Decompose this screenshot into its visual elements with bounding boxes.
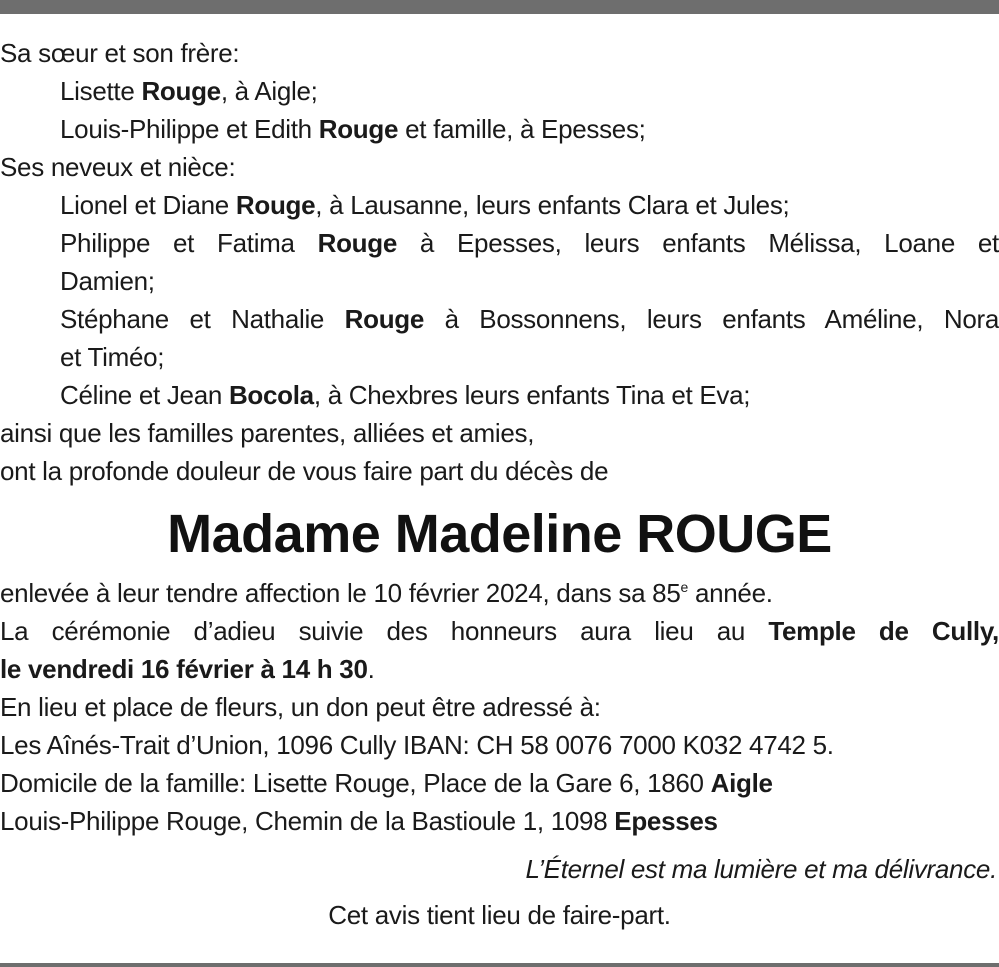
sister-first-name: Lisette [60,76,142,106]
brother-entry [0,110,999,148]
announce-line: ont la profonde douleur de vous faire part du décès de [0,456,609,486]
scripture-quote: L’Éternel est ma lumière et ma délivrance. [525,854,997,884]
ceremony-line [0,612,999,650]
nephew-entry-1 [0,186,999,224]
nephew-entry-2-cont: Damien; [60,266,155,296]
sister-last-name: Rouge [141,76,221,106]
sister-brother-heading: Sa sœur et son frère: [0,38,240,68]
brother-location: et famille, à Epesses; [398,114,646,144]
top-rule [0,0,999,14]
nephew-entry-2 [0,224,999,262]
ceremony-text: La cérémonie d’adieu suivie des honneurs aura lieu au [0,616,769,646]
donation-details: Les Aînés-Trait d’Union, 1096 Cully IBAN: CH 58 0076 7000 K032 4742 5. [0,730,834,760]
passing-text-end: année. [688,578,773,608]
domicile-address: Louis-Philippe Rouge, Chemin de la Bastioule 1, 1098 [0,806,615,836]
domicile-line-1 [0,764,999,802]
nephew-first-names: Lionel et Diane [60,190,236,220]
nephew-first-names: Céline et Jean [60,380,229,410]
nephew-last-name: Bocola [228,380,314,410]
ordinal-suffix: e [680,579,689,595]
families-line: ainsi que les familles parentes, alliées et amies, [0,418,535,448]
passing-text: enlevée à leur tendre affection le 10 février 2024, dans sa 85 [0,578,681,608]
nephew-details: à Epesses, leurs enfants Mélissa, Loane et [397,228,999,258]
nephew-entry-4 [0,376,999,414]
nephew-details: , à Lausanne, leurs enfants Clara et Jules; [315,190,790,220]
sister-location: , à Aigle; [220,76,318,106]
closing-note: Cet avis tient lieu de faire-part. [328,900,671,930]
donation-line: En lieu et place de fleurs, un don peut être adressé à: [0,692,601,722]
nephew-details: , à Chexbres leurs enfants Tina et Eva; [313,380,751,410]
ceremony-date: le vendredi 16 février à 14 h 30 [0,654,368,684]
nephew-first-names: Philippe et Fatima [60,228,318,258]
nephew-last-name: Rouge [344,304,425,334]
ceremony-end: . [367,654,375,684]
sister-entry [0,72,999,110]
nephew-details: à Bossonnens, leurs enfants Améline, Nora [424,304,999,334]
domicile-town: Epesses [614,806,718,836]
passing-line [0,574,999,612]
bottom-rule [0,963,999,967]
obituary-notice [0,34,999,934]
nephew-entry-3-cont: et Timéo; [60,342,165,372]
ceremony-place: Temple de Cully, [768,616,999,646]
nephew-last-name: Rouge [317,228,397,258]
nephew-last-name: Rouge [235,190,316,220]
brother-last-name: Rouge [318,114,399,144]
domicile-town: Aigle [710,768,773,798]
deceased-name: Madame Madeline ROUGE [167,504,832,564]
nephew-entry-3 [0,300,999,338]
nephews-heading: Ses neveux et nièce: [0,152,236,182]
ceremony-date-line [0,650,999,688]
nephew-first-names: Stéphane et Nathalie [60,304,345,334]
domicile-address: Domicile de la famille: Lisette Rouge, Place de la Gare 6, 1860 [0,768,711,798]
domicile-line-2 [0,802,999,840]
brother-first-names: Louis-Philippe et Edith [60,114,319,144]
